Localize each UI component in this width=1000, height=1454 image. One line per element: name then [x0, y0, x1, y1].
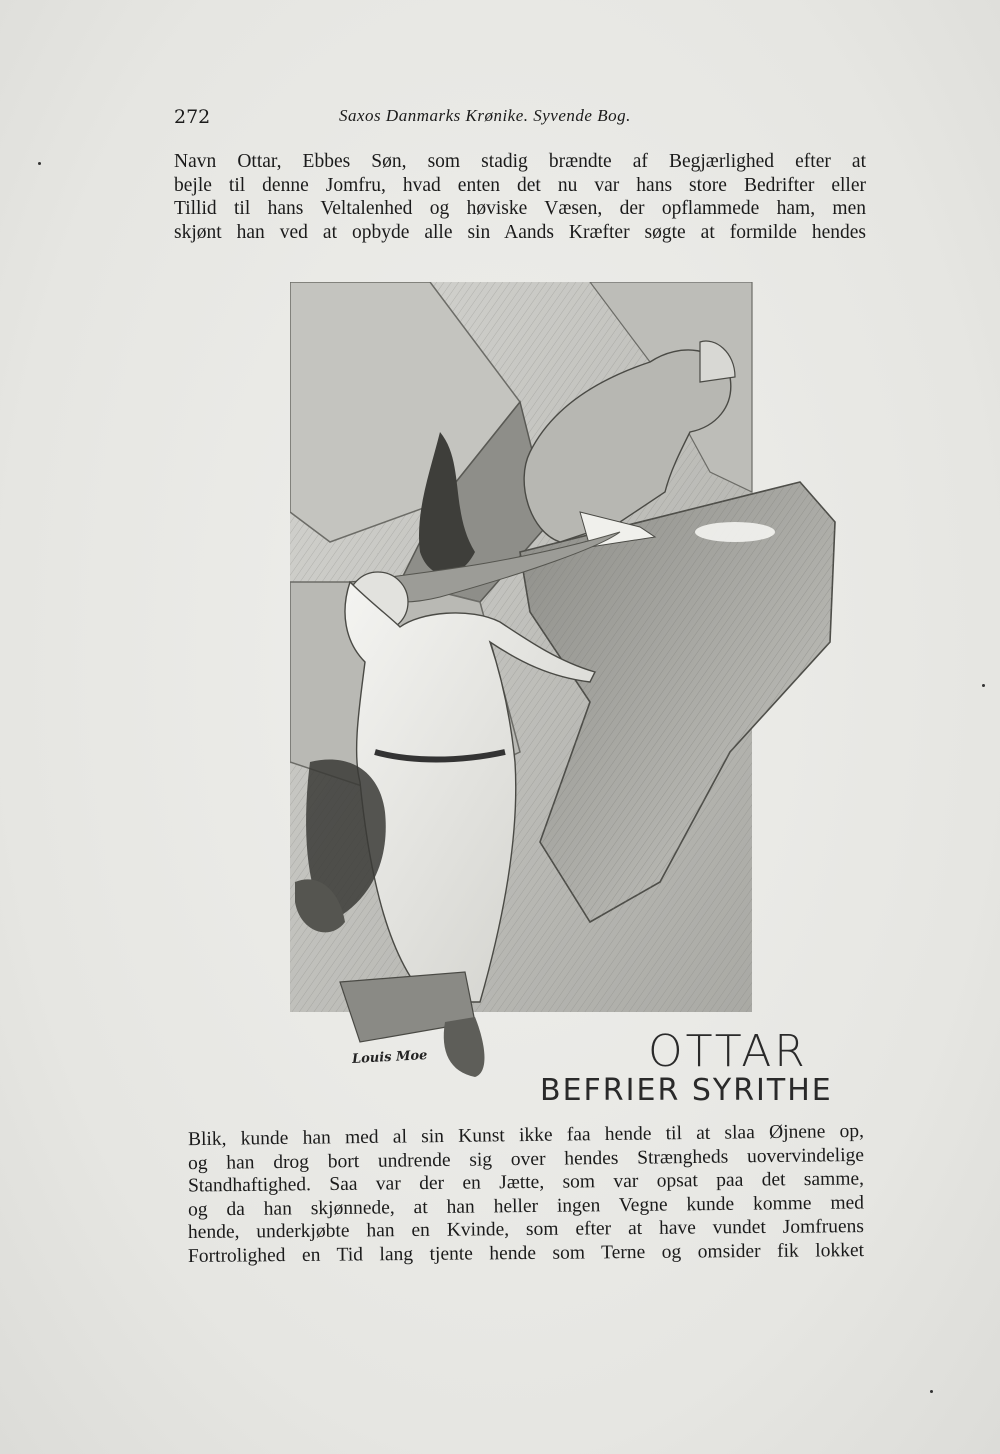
running-title: Saxos Danmarks Krønike. Syvende Bog.: [339, 106, 631, 125]
text-line: Blik, kunde han med al sin Kunst ikke faa hende til at slaa Øjnene op,: [187, 1120, 865, 1151]
artist-signature: Louis Moe: [351, 1048, 428, 1067]
illustration-ottar-syrithe: [290, 282, 850, 1112]
illustration-caption-title: OTTAR: [648, 1026, 808, 1077]
text-line: hende, underkjøbte han en Kvinde, som efter at have vundet Jomfruens: [187, 1216, 865, 1243]
illustration-caption-subtitle: BEFRIER SYRITHE: [540, 1073, 833, 1108]
text-line: Navn Ottar, Ebbes Søn, som stadig brændte af Begjærlighed efter at: [174, 151, 866, 172]
text-line: bejle til denne Jomfru, hvad enten det nu var hans store Bedrifter eller: [174, 174, 866, 196]
text-line: Tillid til hans Veltalenhed og høviske Væsen, der opflammede ham, men: [174, 198, 866, 219]
page-number: 272: [174, 106, 211, 128]
text-line: Standhaftighed. Saa var der en Jætte, som var opsat paa det samme,: [187, 1168, 865, 1197]
running-head: [174, 104, 864, 134]
bottom-paragraph: [187, 1120, 865, 1267]
text-line: Fortrolighed en Tid lang tjente hende som Terne og omsider fik lokket: [187, 1239, 865, 1267]
print-speck: [38, 162, 41, 165]
print-speck: [982, 684, 985, 687]
text-line: og da han skjønnede, at han heller ingen Vegne kunde komme med: [187, 1191, 865, 1221]
print-speck: [930, 1390, 933, 1393]
top-paragraph: [174, 150, 866, 244]
text-line: skjønt han ved at opbyde alle sin Aands Kræfter søgte at formilde hendes: [174, 221, 866, 243]
text-line: og han drog bort undrende sig over hendes Strængheds uovervindelige: [187, 1144, 865, 1174]
